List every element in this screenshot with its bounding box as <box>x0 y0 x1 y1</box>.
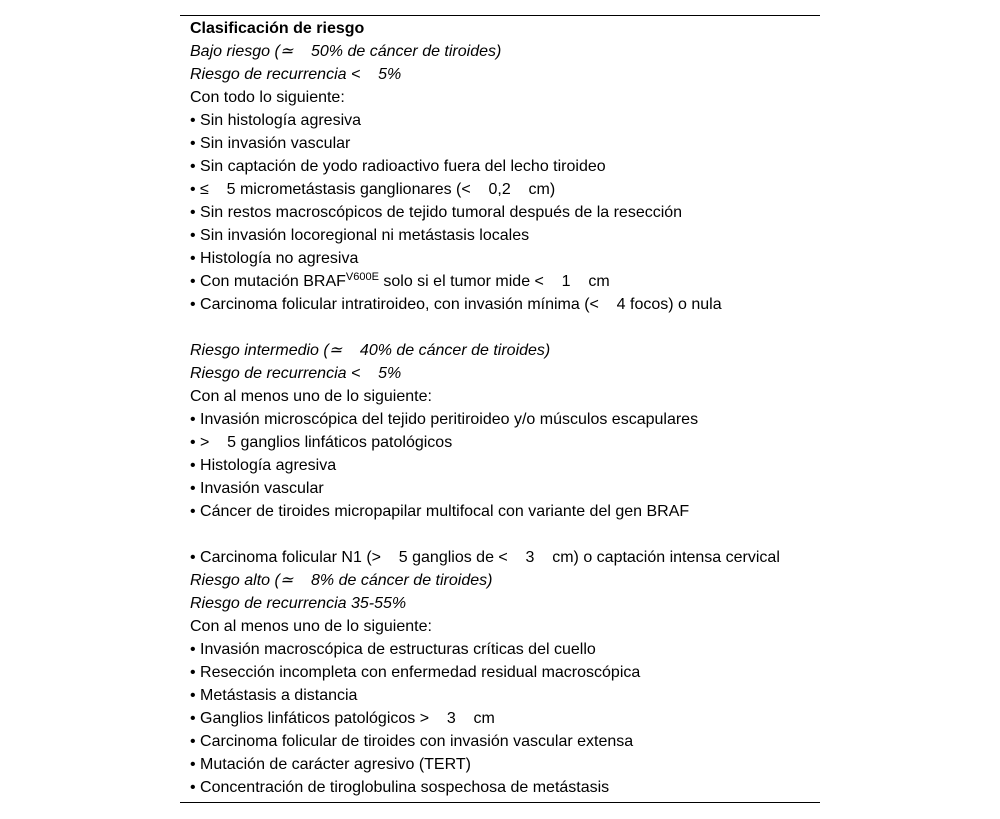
row-text: Con al menos uno de lo siguiente: <box>190 618 432 635</box>
row-text-continued: solo si el tumor mide < 1 cm <box>378 273 610 290</box>
row-text: • Histología no agresiva <box>190 250 359 267</box>
table-row <box>180 201 820 224</box>
row-text: Clasificación de riesgo <box>190 20 365 37</box>
row-text: Bajo riesgo (≃ 50% de cáncer de tiroides) <box>190 43 502 60</box>
row-text: • Carcinoma folicular de tiroides con invasión vascular extensa <box>190 733 634 750</box>
table-row <box>180 362 820 385</box>
table-row <box>180 454 820 477</box>
row-text: Con al menos uno de lo siguiente: <box>190 388 432 405</box>
row-text: • Carcinoma folicular intratiroideo, con invasión mínima (< 4 focos) o nula <box>190 296 722 313</box>
row-text: Riesgo intermedio (≃ 40% de cáncer de tiroides) <box>190 342 551 359</box>
row-text: • Ganglios linfáticos patológicos > 3 cm <box>190 710 495 727</box>
table-row <box>180 40 820 63</box>
table-row <box>180 638 820 661</box>
row-text: • Cáncer de tiroides micropapilar multifocal con variante del gen BRAF <box>190 503 690 520</box>
row-text: • Sin captación de yodo radioactivo fuera del lecho tiroideo <box>190 158 606 175</box>
row-text: • Sin histología agresiva <box>190 112 362 129</box>
table-row <box>180 132 820 155</box>
table-row <box>180 247 820 270</box>
row-text: • Resección incompleta con enfermedad residual macroscópica <box>190 664 641 681</box>
table-row <box>180 270 820 293</box>
table-row <box>180 776 820 799</box>
row-text: • Invasión microscópica del tejido peritiroideo y/o músculos escapulares <box>190 411 699 428</box>
row-text: • > 5 ganglios linfáticos patológicos <box>190 434 453 451</box>
table-header <box>180 17 820 40</box>
row-text: Riesgo de recurrencia 35-55% <box>190 595 407 612</box>
row-text: Riesgo alto (≃ 8% de cáncer de tiroides) <box>190 572 493 589</box>
row-text: • Sin restos macroscópicos de tejido tumoral después de la resección <box>190 204 683 221</box>
table-row <box>180 684 820 707</box>
table-row <box>180 730 820 753</box>
risk-classification-table <box>180 15 820 803</box>
row-text: • Invasión macroscópica de estructuras críticas del cuello <box>190 641 596 658</box>
table-row <box>180 86 820 109</box>
table-row <box>180 63 820 86</box>
table-row <box>180 500 820 523</box>
table-row <box>180 408 820 431</box>
table-row <box>180 178 820 201</box>
table-row <box>180 615 820 638</box>
row-text: Riesgo de recurrencia < 5% <box>190 365 402 382</box>
table-row <box>180 569 820 592</box>
row-text: • ≤ 5 micrometástasis ganglionares (< 0,2 cm) <box>190 181 556 198</box>
row-text: • Sin invasión vascular <box>190 135 351 152</box>
table-row <box>180 155 820 178</box>
row-text: • Mutación de carácter agresivo (TERT) <box>190 756 471 773</box>
table-row <box>180 477 820 500</box>
table-row <box>180 339 820 362</box>
row-text: Con todo lo siguiente: <box>190 89 345 106</box>
table-row <box>180 707 820 730</box>
blank-row <box>180 316 820 339</box>
row-text: Riesgo de recurrencia < 5% <box>190 66 402 83</box>
table-row <box>180 293 820 316</box>
superscript: V600E <box>345 271 379 283</box>
table-row <box>180 109 820 132</box>
row-text: • Sin invasión locoregional ni metástasis locales <box>190 227 530 244</box>
row-text: • Concentración de tiroglobulina sospechosa de metástasis <box>190 779 610 796</box>
table-row <box>180 661 820 684</box>
row-text: • Histología agresiva <box>190 457 337 474</box>
table-row <box>180 592 820 615</box>
table-row <box>180 385 820 408</box>
table-row <box>180 753 820 776</box>
table-row <box>180 546 820 569</box>
table-row <box>180 224 820 247</box>
blank-row <box>180 523 820 546</box>
row-text: • Carcinoma folicular N1 (> 5 ganglios de < 3 cm) o captación intensa cervical <box>190 549 780 566</box>
row-text: • Con mutación BRAF <box>190 273 346 290</box>
table-row <box>180 431 820 454</box>
row-text: • Invasión vascular <box>190 480 324 497</box>
row-text: • Metástasis a distancia <box>190 687 358 704</box>
